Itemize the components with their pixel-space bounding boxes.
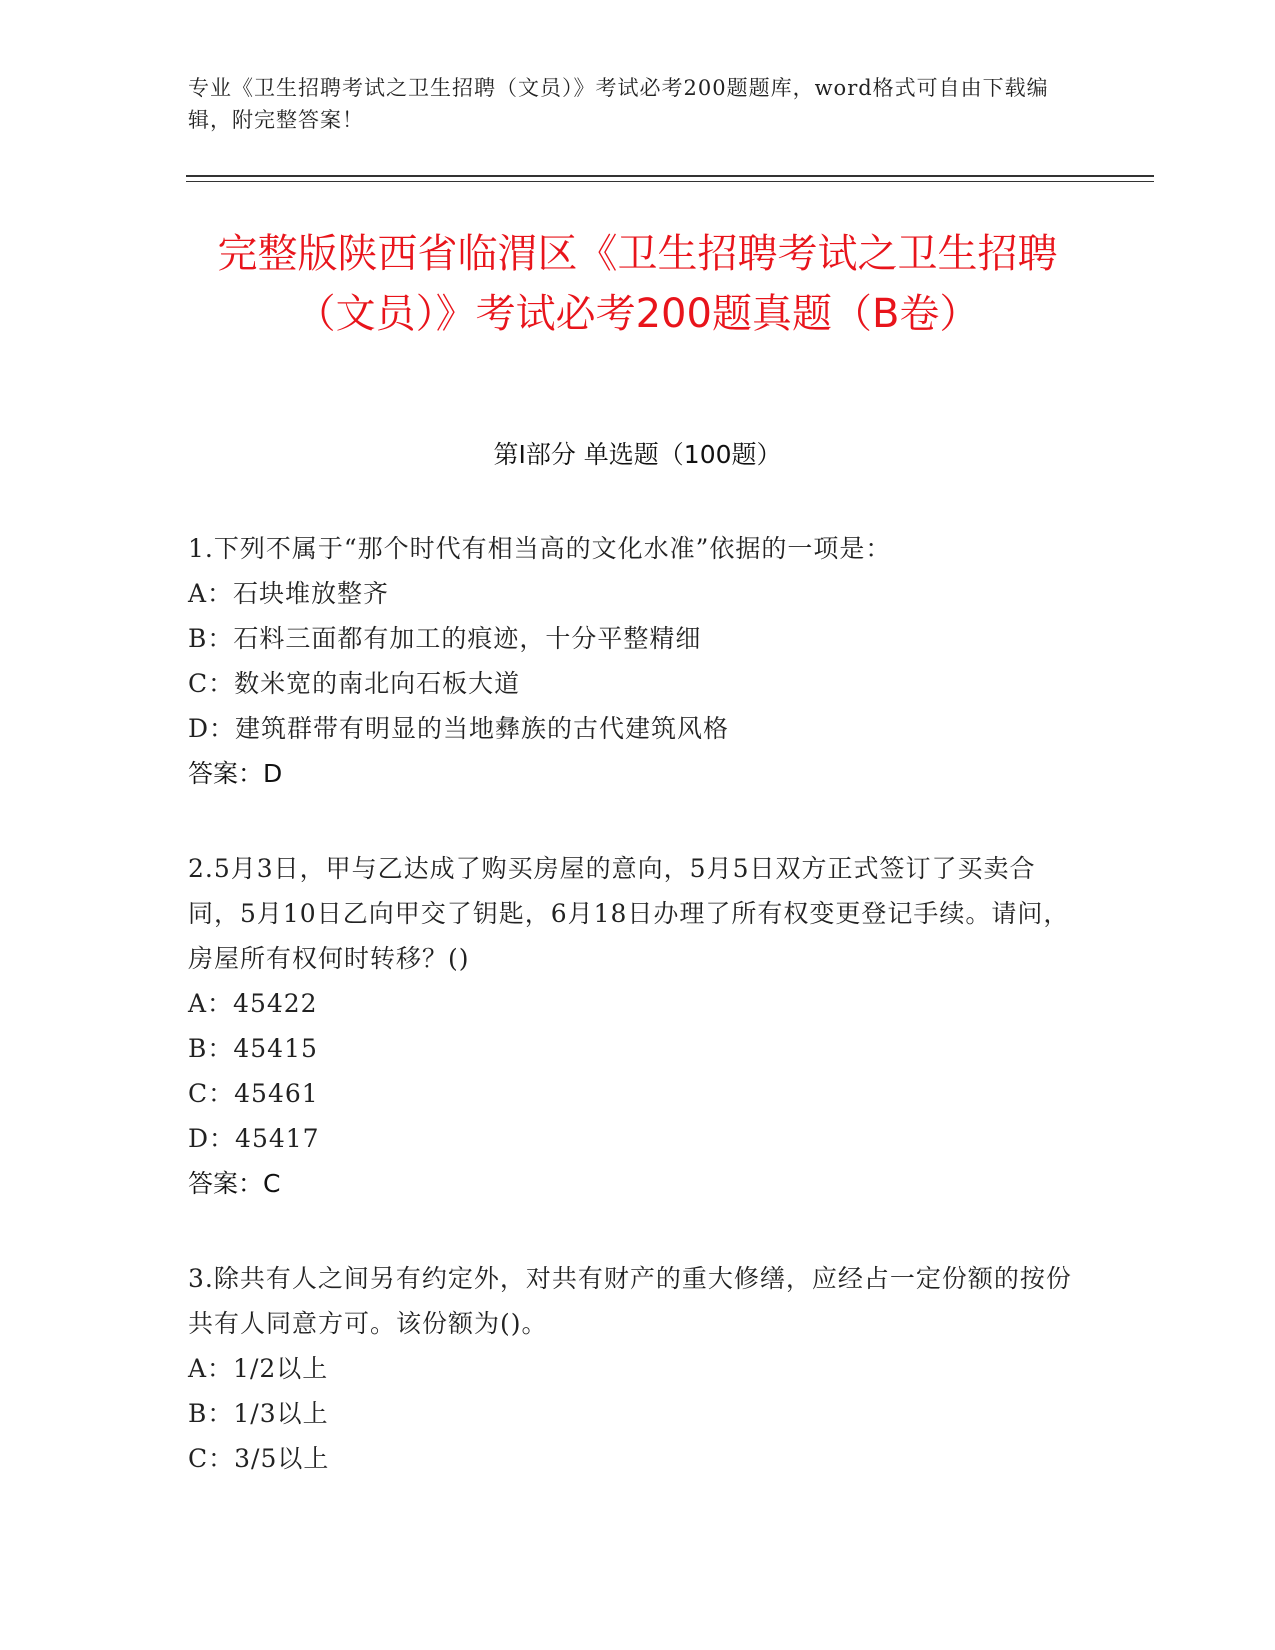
question-1	[188, 526, 1078, 796]
option-d: D：建筑群带有明显的当地彝族的古代建筑风格	[188, 714, 730, 743]
answer-key: 答案：D	[188, 759, 283, 788]
question-stem: 3.除共有人之间另有约定外，对共有财产的重大修缮，应经占一定份额的按份共有人同意方可。该份额为()。	[188, 1264, 1072, 1338]
header-divider-thin	[186, 181, 1154, 182]
option-b: B：石料三面都有加工的痕迹，十分平整精细	[188, 624, 702, 653]
header-note: 专业《卫生招聘考试之卫生招聘（文员）》考试必考200题题库，word格式可自由下载编辑，附完整答案！	[188, 76, 1049, 132]
option-c: C：45461	[188, 1079, 319, 1108]
answer-key: 答案：C	[188, 1169, 281, 1198]
option-c: C：数米宽的南北向石板大道	[188, 669, 521, 698]
option-a: A：45422	[188, 989, 318, 1018]
option-a: A：石块堆放整齐	[188, 579, 390, 608]
section-heading: 第I部分 单选题（100题）	[493, 440, 782, 469]
question-2	[188, 846, 1078, 1206]
question-3	[188, 1256, 1078, 1481]
header-divider-thick	[186, 175, 1154, 177]
question-stem: 2.5月3日，甲与乙达成了购买房屋的意向，5月5日双方正式签订了买卖合同，5月10日乙向甲交了钥匙，6月18日办理了所有权变更登记手续。请问，房屋所有权何时转移？()	[188, 854, 1070, 973]
option-d: D：45417	[188, 1124, 320, 1153]
option-a: A：1/2以上	[188, 1354, 329, 1383]
option-c: C：3/5以上	[188, 1444, 330, 1473]
document-title: 完整版陕西省临渭区《卫生招聘考试之卫生招聘（文员）》考试必考200题真题（B卷）	[217, 231, 1058, 337]
option-b: B：1/3以上	[188, 1399, 329, 1428]
option-b: B：45415	[188, 1034, 318, 1063]
question-list	[188, 526, 1078, 1531]
question-stem: 1.下列不属于“那个时代有相当高的文化水准”依据的一项是：	[188, 534, 892, 563]
